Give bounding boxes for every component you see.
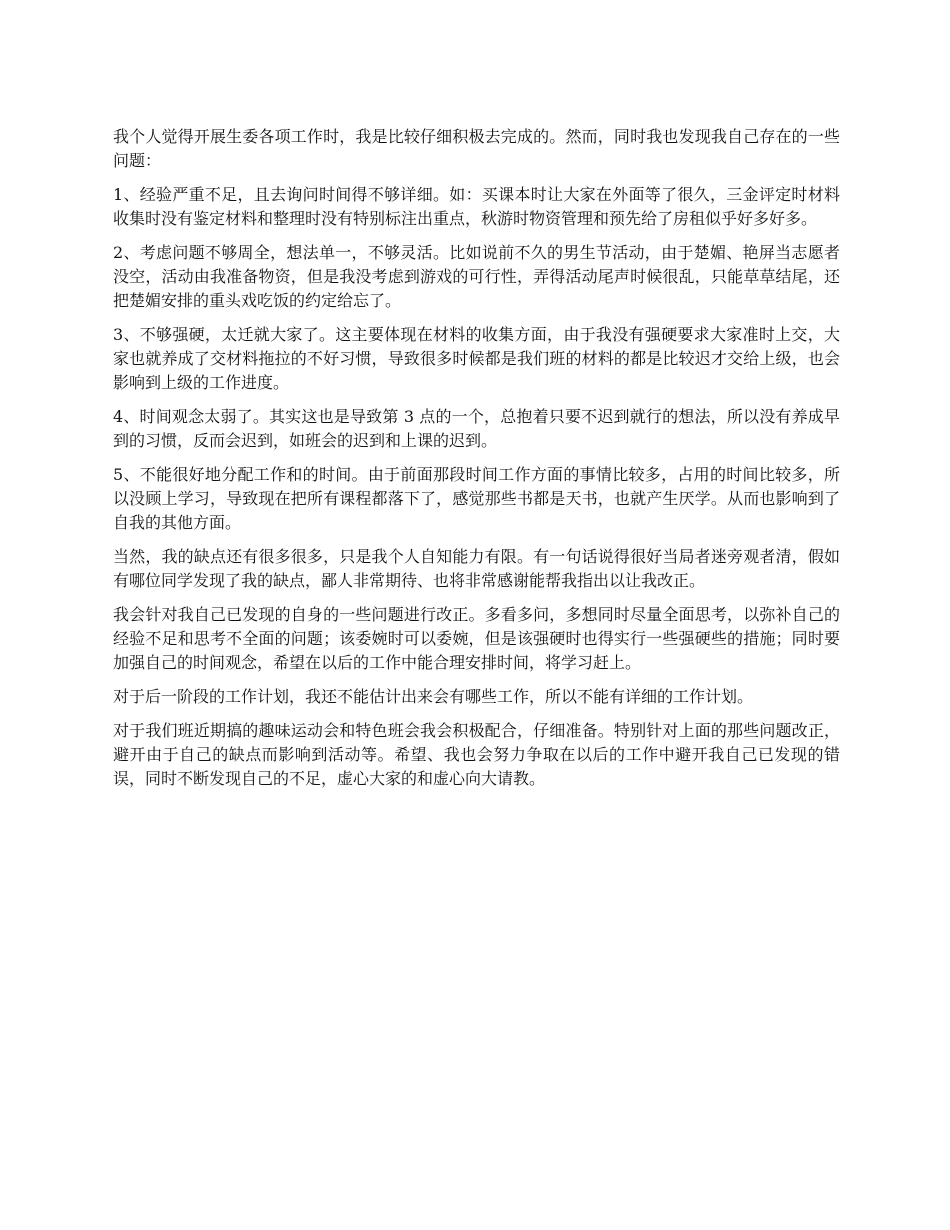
paragraph-item-4: 4、时间观念太弱了。其实这也是导致第 3 点的一个，总抱着只要不迟到就行的想法，所以没有养成早到的习惯，反而会迟到，如班会的迟到和上课的迟到。 <box>113 407 840 450</box>
paragraph-shortcomings: 当然，我的缺点还有很多很多，只是我个人自知能力有限。有一句话说得很好当局者迷旁观者清，假如有哪位同学发现了我的缺点，鄙人非常期待、也将非常感谢能帮我指出以让我改正。 <box>113 547 840 590</box>
paragraph-work-plan: 对于后一阶段的工作计划，我还不能估计出来会有哪些工作，所以不能有详细的工作计划。 <box>113 687 754 706</box>
paragraph-closing: 对于我们班近期搞的趣味运动会和特色班会我会积极配合，仔细准备。特别针对上面的那些问题改正，避开由于自己的缺点而影响到活动等。希望、我也会努力争取在以后的工作中避开我自己已发现的错误，同时不断发现自己的不足，虚心大家的和虚心向大请教。 <box>113 721 840 788</box>
paragraph-item-1: 1、经验严重不足，且去询问时间得不够详细。如：买课本时让大家在外面等了很久，三金评定时材料收集时没有鉴定材料和整理时没有特别标注出重点，秋游时物资管理和预先给了房租似乎好多好多。 <box>113 185 840 228</box>
paragraph-item-5: 5、不能很好地分配工作和的时间。由于前面那段时间工作方面的事情比较多，占用的时间比较多，所以没顾上学习，导致现在把所有课程都落下了，感觉那些书都是天书，也就产生厌学。从而也影响到了自我的其他方面。 <box>113 465 840 532</box>
paragraph-item-2: 2、考虑问题不够周全，想法单一，不够灵活。比如说前不久的男生节活动，由于楚媚、艳屏当志愿者没空，活动由我准备物资，但是我没考虑到游戏的可行性，弄得活动尾声时候很乱，只能草草结尾，还把楚媚安排的重头戏吃饭的约定给忘了。 <box>113 243 840 310</box>
paragraph-improvement: 我会针对我自己已发现的自身的一些问题进行改正。多看多问，多想同时尽量全面思考，以弥补自己的经验不足和思考不全面的问题；该委婉时可以委婉，但是该强硬时也得实行一些强硬些的措施；同时要加强自己的时间观念，希望在以后的工作中能合理安排时间，将学习赶上。 <box>113 605 840 672</box>
paragraph-item-3: 3、不够强硬，太迁就大家了。这主要体现在材料的收集方面，由于我没有强硬要求大家准时上交，大家也就养成了交材料拖拉的不好习惯，导致很多时候都是我们班的材料的都是比较迟才交给上级，也会影响到上级的工作进度。 <box>113 325 840 392</box>
document-body <box>113 125 840 801</box>
paragraph-intro: 我个人觉得开展生委各项工作时，我是比较仔细积极去完成的。然而，同时我也发现我自己存在的一些问题： <box>113 127 840 170</box>
